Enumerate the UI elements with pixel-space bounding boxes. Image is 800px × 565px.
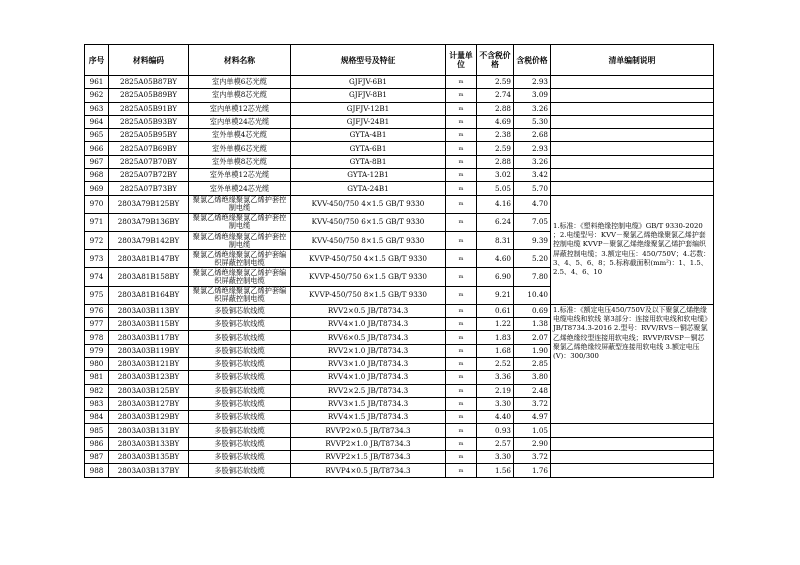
cell-code: 2803A81B164BY [109,286,189,304]
cell-unit: m [446,142,477,155]
cell-seq: 981 [85,371,109,384]
cell-note-empty [551,451,714,464]
cell-price-ex-tax: 0.61 [477,304,514,317]
cell-name: 多股铜芯软线缆 [189,464,291,477]
cell-name: 多股铜芯软线缆 [189,451,291,464]
cell-code: 2803A03B137BY [109,464,189,477]
cell-price-in-tax: 4.70 [514,195,551,213]
cell-note-empty [551,89,714,102]
cell-code: 2803A79B142BY [109,232,189,250]
cell-spec: KVVP-450/750 4×1.5 GB/T 9330 [291,250,446,268]
cell-unit: m [446,371,477,384]
cell-seq: 961 [85,76,109,89]
cell-seq: 983 [85,397,109,410]
cell-note-empty [551,115,714,128]
header-spec: 规格型号及特征 [291,45,446,76]
cell-spec: RVV4×1.5 JB/T8734.3 [291,411,446,424]
cell-seq: 975 [85,286,109,304]
cell-price-ex-tax: 4.16 [477,195,514,213]
cell-spec: GYTA-24B1 [291,182,446,195]
cell-price-ex-tax: 8.31 [477,232,514,250]
cell-name: 室内单模8芯光缆 [189,89,291,102]
cell-note-empty [551,142,714,155]
header-row [85,45,714,76]
cell-name: 聚氯乙烯绝缘聚氯乙烯护套控制电缆 [189,213,291,231]
cell-spec: KVV-450/750 6×1.5 GB/T 9330 [291,213,446,231]
cell-spec: GJFJV-24B1 [291,115,446,128]
cell-seq: 969 [85,182,109,195]
cell-code: 2803A03B119BY [109,344,189,357]
cell-seq: 966 [85,142,109,155]
cell-price-in-tax: 2.93 [514,142,551,155]
cell-price-in-tax: 2.90 [514,437,551,450]
cell-price-ex-tax: 9.21 [477,286,514,304]
cell-spec: GYTA-12B1 [291,169,446,182]
cell-price-in-tax: 2.68 [514,129,551,142]
cell-price-ex-tax: 3.30 [477,397,514,410]
cell-unit: m [446,169,477,182]
cell-spec: RVVP2×1.0 JB/T8734.3 [291,437,446,450]
cell-seq: 985 [85,424,109,437]
cell-price-in-tax: 1.76 [514,464,551,477]
cell-unit: m [446,451,477,464]
cell-spec: GYTA-4B1 [291,129,446,142]
cell-spec: RVV4×1.0 JB/T8734.3 [291,371,446,384]
cell-code: 2803A81B158BY [109,268,189,286]
cell-spec: RVV4×1.0 JB/T8734.3 [291,318,446,331]
cell-name: 室内单模12芯光缆 [189,102,291,115]
header-seq: 序号 [85,45,109,76]
cell-price-ex-tax: 2.74 [477,89,514,102]
note-control-cable: 1.标准：《塑料绝缘控制电缆》GB/T 9330-2020 ；2.电缆型号：KVV－聚氯乙烯绝缘聚氯乙烯护套控制电缆 KVVP－聚氯乙烯绝缘聚氯乙烯护套编织屏蔽控制电缆；3.额定电压：450/750V；4.芯数：3、4、5、6、8；5.标称截面积(mm²)：1、1.5、2.5、4、6、10 [551,195,714,304]
table-row [85,169,714,182]
cell-price-in-tax: 1.05 [514,424,551,437]
cell-name: 多股铜芯软线缆 [189,437,291,450]
cell-price-in-tax: 3.72 [514,397,551,410]
cell-spec: GYTA-6B1 [291,142,446,155]
table-row [85,76,714,89]
cell-price-ex-tax: 1.83 [477,331,514,344]
cell-seq: 979 [85,344,109,357]
table-row [85,304,714,317]
table-row [85,182,714,195]
table-row [85,424,714,437]
cell-code: 2825A07B73BY [109,182,189,195]
cell-spec: KVVP-450/750 8×1.5 GB/T 9330 [291,286,446,304]
cell-code: 2803A81B147BY [109,250,189,268]
cell-seq: 968 [85,169,109,182]
cell-name: 多股铜芯软线缆 [189,384,291,397]
cell-name: 室外单模6芯光缆 [189,142,291,155]
cell-price-in-tax: 2.85 [514,357,551,370]
cell-code: 2825A05B87BY [109,76,189,89]
cell-unit: m [446,129,477,142]
cell-name: 聚氯乙烯绝缘聚氯乙烯护套编织屏蔽控制电缆 [189,286,291,304]
cell-note-empty [551,437,714,450]
cell-name: 多股铜芯软线缆 [189,344,291,357]
cell-unit: m [446,213,477,231]
cell-name: 室内单模24芯光缆 [189,115,291,128]
header-name: 材料名称 [189,45,291,76]
cell-price-ex-tax: 2.57 [477,437,514,450]
cell-price-in-tax: 3.72 [514,451,551,464]
header-price-in-tax: 含税价格 [514,45,551,76]
table-row [85,129,714,142]
cell-unit: m [446,437,477,450]
cell-code: 2825A05B95BY [109,129,189,142]
cell-spec: RVVP2×0.5 JB/T8734.3 [291,424,446,437]
cell-price-ex-tax: 1.68 [477,344,514,357]
cell-spec: KVV-450/750 8×1.5 GB/T 9330 [291,232,446,250]
header-unit: 计量单位 [446,45,477,76]
table-row [85,195,714,213]
cell-code: 2825A05B93BY [109,115,189,128]
cell-name: 聚氯乙烯绝缘聚氯乙烯护套控制电缆 [189,232,291,250]
cell-seq: 982 [85,384,109,397]
cell-price-ex-tax: 1.22 [477,318,514,331]
cell-name: 室外单模8芯光缆 [189,155,291,168]
cell-name: 室外单模12芯光缆 [189,169,291,182]
cell-price-in-tax: 3.09 [514,89,551,102]
cell-code: 2803A03B121BY [109,357,189,370]
cell-seq: 962 [85,89,109,102]
cell-seq: 972 [85,232,109,250]
cell-spec: RVV2×1.0 JB/T8734.3 [291,344,446,357]
cell-price-in-tax: 9.39 [514,232,551,250]
cell-seq: 964 [85,115,109,128]
cell-unit: m [446,76,477,89]
cell-seq: 963 [85,102,109,115]
cell-unit: m [446,411,477,424]
cell-price-in-tax: 3.80 [514,371,551,384]
cell-unit: m [446,268,477,286]
cell-note-empty [551,424,714,437]
cell-price-in-tax: 3.26 [514,155,551,168]
cell-price-in-tax: 3.42 [514,169,551,182]
cell-price-in-tax: 7.05 [514,213,551,231]
cell-code: 2825A07B69BY [109,142,189,155]
cell-spec: RVV6×0.5 JB/T8734.3 [291,331,446,344]
cell-spec: GJFJV-8B1 [291,89,446,102]
cell-price-in-tax: 5.70 [514,182,551,195]
cell-note-empty [551,129,714,142]
cell-name: 室外单模4芯光缆 [189,129,291,142]
cell-seq: 973 [85,250,109,268]
cell-code: 2825A07B72BY [109,169,189,182]
cell-seq: 974 [85,268,109,286]
cell-unit: m [446,195,477,213]
header-price-ex-tax: 不含税价 格 [477,45,514,76]
cell-spec: RVV3×1.5 JB/T8734.3 [291,397,446,410]
cell-code: 2803A03B127BY [109,397,189,410]
cell-name: 多股铜芯软线缆 [189,371,291,384]
header-note: 清单编制说明 [551,45,714,76]
cell-price-ex-tax: 4.40 [477,411,514,424]
cell-seq: 971 [85,213,109,231]
cell-spec: RVV2×0.5 JB/T8734.3 [291,304,446,317]
cell-price-ex-tax: 6.90 [477,268,514,286]
cell-price-in-tax: 10.40 [514,286,551,304]
cell-unit: m [446,424,477,437]
cell-unit: m [446,344,477,357]
cell-price-in-tax: 2.48 [514,384,551,397]
cell-code: 2803A03B123BY [109,371,189,384]
cell-unit: m [446,89,477,102]
cell-code: 2803A03B131BY [109,424,189,437]
cell-unit: m [446,318,477,331]
cell-unit: m [446,286,477,304]
cell-price-ex-tax: 2.59 [477,142,514,155]
cell-name: 聚氯乙烯绝缘聚氯乙烯护套编织屏蔽控制电缆 [189,250,291,268]
table-body [85,76,714,478]
cell-seq: 965 [85,129,109,142]
cell-unit: m [446,182,477,195]
cell-code: 2803A79B136BY [109,213,189,231]
cell-unit: m [446,397,477,410]
header-code: 材料编码 [109,45,189,76]
cell-seq: 976 [85,304,109,317]
cell-spec: KVV-450/750 4×1.5 GB/T 9330 [291,195,446,213]
cell-unit: m [446,357,477,370]
cell-price-ex-tax: 3.30 [477,451,514,464]
cell-code: 2825A05B91BY [109,102,189,115]
cell-note-empty [551,464,714,477]
cell-price-ex-tax: 2.52 [477,357,514,370]
cell-unit: m [446,155,477,168]
cell-code: 2825A05B89BY [109,89,189,102]
cell-seq: 988 [85,464,109,477]
cell-unit: m [446,331,477,344]
cell-spec: GJFJV-6B1 [291,76,446,89]
cell-name: 多股铜芯软线缆 [189,318,291,331]
cell-name: 多股铜芯软线缆 [189,397,291,410]
cell-price-ex-tax: 2.88 [477,102,514,115]
cell-name: 多股铜芯软线缆 [189,424,291,437]
cell-seq: 984 [85,411,109,424]
note-soft-cable: 1.标准：《额定电压450/750V及以下聚氯乙烯绝缘电缆电线和软线 第3部分：连接用软电线和软电缆》JB/T8734.3-2016 2.型号：RVV/RVS－铜芯聚氯乙烯绝缘绞型连接用软电线；RVVP/RVSP－铜芯聚氯乙烯绝缘绞屏蔽型连接用软电线 3.额定电压(V)：300/300 [551,304,714,424]
cell-price-ex-tax: 6.24 [477,213,514,231]
table-row [85,102,714,115]
cell-code: 2803A03B129BY [109,411,189,424]
cell-price-ex-tax: 4.60 [477,250,514,268]
cell-note-empty [551,76,714,89]
cell-code: 2803A03B115BY [109,318,189,331]
cell-seq: 967 [85,155,109,168]
cell-code: 2803A03B113BY [109,304,189,317]
table-row [85,437,714,450]
cell-price-in-tax: 1.38 [514,318,551,331]
cell-seq: 977 [85,318,109,331]
cell-name: 多股铜芯软线缆 [189,331,291,344]
cell-note-empty [551,102,714,115]
table-row [85,89,714,102]
cell-price-ex-tax: 4.69 [477,115,514,128]
cell-spec: RVV3×1.0 JB/T8734.3 [291,357,446,370]
cell-note-empty [551,155,714,168]
cell-price-ex-tax: 2.88 [477,155,514,168]
cell-name: 聚氯乙烯绝缘聚氯乙烯护套控制电缆 [189,195,291,213]
cell-seq: 970 [85,195,109,213]
cell-price-ex-tax: 2.19 [477,384,514,397]
cell-price-in-tax: 2.93 [514,76,551,89]
cell-price-in-tax: 0.69 [514,304,551,317]
cell-code: 2803A03B125BY [109,384,189,397]
cell-name: 多股铜芯软线缆 [189,357,291,370]
price-list-table [84,44,714,478]
cell-spec: GYTA-8B1 [291,155,446,168]
cell-name: 室内单模6芯光缆 [189,76,291,89]
cell-seq: 987 [85,451,109,464]
cell-code: 2803A79B125BY [109,195,189,213]
cell-spec: RVV2×2.5 JB/T8734.3 [291,384,446,397]
cell-unit: m [446,115,477,128]
cell-price-ex-tax: 1.56 [477,464,514,477]
cell-spec: RVVP2×1.5 JB/T8734.3 [291,451,446,464]
cell-name: 多股铜芯软线缆 [189,304,291,317]
cell-price-in-tax: 7.80 [514,268,551,286]
cell-seq: 980 [85,357,109,370]
cell-spec: GJFJV-12B1 [291,102,446,115]
cell-unit: m [446,304,477,317]
cell-spec: RVVP4×0.5 JB/T8734.3 [291,464,446,477]
table-row [85,155,714,168]
cell-unit: m [446,464,477,477]
cell-seq: 986 [85,437,109,450]
cell-price-ex-tax: 3.02 [477,169,514,182]
cell-price-in-tax: 5.20 [514,250,551,268]
cell-unit: m [446,102,477,115]
cell-note-empty [551,169,714,182]
table-row [85,464,714,477]
cell-unit: m [446,250,477,268]
cell-name: 多股铜芯软线缆 [189,411,291,424]
cell-price-in-tax: 3.26 [514,102,551,115]
cell-price-ex-tax: 2.38 [477,129,514,142]
cell-price-ex-tax: 0.93 [477,424,514,437]
cell-code: 2803A03B135BY [109,451,189,464]
cell-price-in-tax: 5.30 [514,115,551,128]
cell-price-in-tax: 1.90 [514,344,551,357]
cell-unit: m [446,384,477,397]
table-row [85,451,714,464]
cell-price-in-tax: 2.07 [514,331,551,344]
table-row [85,142,714,155]
cell-name: 聚氯乙烯绝缘聚氯乙烯护套编织屏蔽控制电缆 [189,268,291,286]
cell-code: 2825A07B70BY [109,155,189,168]
cell-price-in-tax: 4.97 [514,411,551,424]
cell-code: 2803A03B117BY [109,331,189,344]
cell-name: 室外单模24芯光缆 [189,182,291,195]
cell-price-ex-tax: 2.59 [477,76,514,89]
cell-unit: m [446,232,477,250]
cell-code: 2803A03B133BY [109,437,189,450]
cell-note-empty [551,182,714,195]
cell-spec: KVVP-450/750 6×1.5 GB/T 9330 [291,268,446,286]
cell-seq: 978 [85,331,109,344]
table-row [85,115,714,128]
cell-price-ex-tax: 3.36 [477,371,514,384]
cell-price-ex-tax: 5.05 [477,182,514,195]
